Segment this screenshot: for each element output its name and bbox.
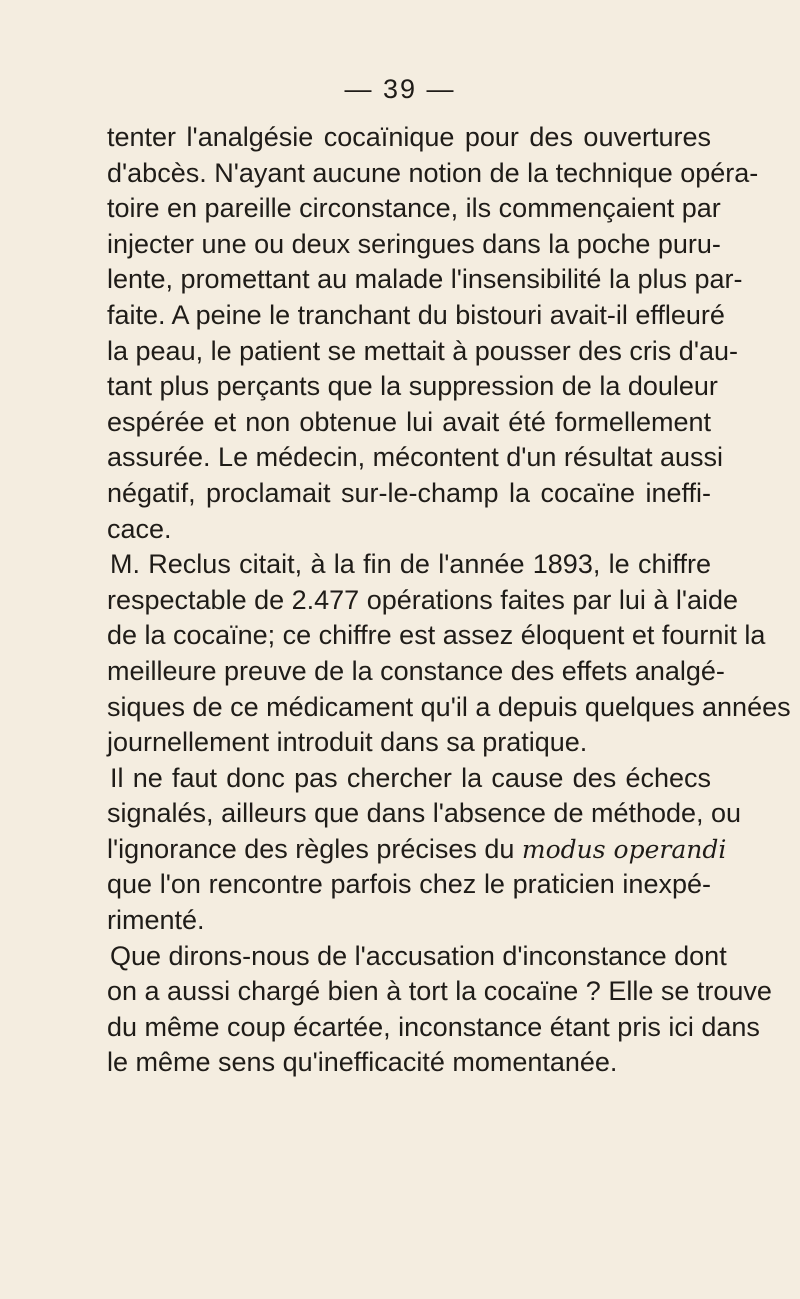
body-text: [107, 120, 791, 1081]
text-line: injecter une ou deux seringues dans la poche puru-: [107, 228, 721, 259]
text-line: siques de ce médicament qu'il a depuis quelques années: [107, 691, 791, 722]
text-line: du même coup écartée, inconstance étant pris ici dans: [107, 1011, 760, 1042]
text-line: meilleure preuve de la constance des effets analgé-: [107, 655, 725, 686]
text-line: journellement introduit dans sa pratique.: [107, 727, 588, 758]
text-line: d'abcès. N'ayant aucune notion de la technique opéra-: [107, 157, 759, 188]
text-line: toire en pareille circonstance, ils commençaient par: [107, 193, 721, 224]
text-line: rimenté.: [107, 905, 205, 936]
text-line: signalés, ailleurs que dans l'absence de méthode, ou: [107, 798, 742, 829]
text-line: négatif, proclamait sur-le-champ la cocaïne ineffi-: [107, 477, 711, 508]
text-line: le même sens qu'inefficacité momentanée.: [107, 1047, 618, 1078]
text-line: tant plus perçants que la suppression de la douleur: [107, 371, 718, 402]
text-line: lente, promettant au malade l'insensibilité la plus par-: [107, 264, 743, 295]
text-line-with-italic: [107, 832, 727, 868]
text-line: assurée. Le médecin, mécontent d'un résultat aussi: [107, 442, 724, 473]
text-line: que l'on rencontre parfois chez le praticien inexpé-: [107, 869, 711, 900]
text-line: la peau, le patient se mettait à pousser des cris d'au-: [107, 335, 739, 366]
page-number: — 39 —: [344, 74, 456, 104]
text-line: on a aussi chargé bien à tort la cocaïne ? Elle se trouve: [107, 976, 772, 1007]
italic-phrase: modus operandi: [521, 834, 727, 864]
text-line: respectable de 2.477 opérations faites par lui à l'aide: [107, 584, 739, 615]
text-line: espérée et non obtenue lui avait été formellement: [107, 406, 711, 437]
text-line: faite. A peine le tranchant du bistouri avait-il effleuré: [107, 299, 725, 330]
text-line: Que dirons-nous de l'accusation d'inconstance dont: [110, 940, 727, 971]
text-fragment: l'ignorance des règles précises du: [107, 833, 522, 864]
text-line: cace.: [107, 513, 172, 544]
text-line: Il ne faut donc pas chercher la cause des échecs: [110, 762, 711, 793]
text-line: M. Reclus citait, à la fin de l'année 1893, le chiffre: [110, 549, 711, 580]
text-line: de la cocaïne; ce chiffre est assez éloquent et fournit la: [107, 620, 766, 651]
text-line: tenter l'analgésie cocaïnique pour des ouvertures: [107, 122, 711, 152]
